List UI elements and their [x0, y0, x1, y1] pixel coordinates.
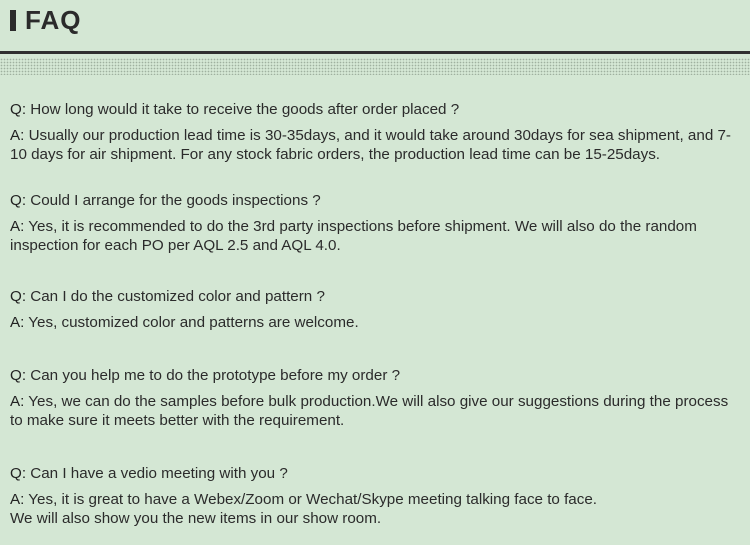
faq-item-inspections — [10, 191, 745, 255]
faq-answer — [10, 392, 745, 430]
question-text: Can I do the customized color and pattern ? — [26, 288, 325, 305]
question-prefix: Q: — [10, 367, 27, 384]
question-text: Can I have a vedio meeting with you ? — [26, 465, 288, 482]
faq-answer — [10, 313, 745, 332]
answer-prefix: A: — [10, 314, 25, 331]
faq-question — [10, 464, 745, 483]
faq-item-prototype — [10, 366, 745, 430]
faq-item-video-meeting — [10, 464, 745, 528]
question-prefix: Q: — [10, 101, 27, 118]
dotted-band — [0, 58, 750, 75]
header-divider — [0, 51, 750, 54]
answer-prefix: A: — [10, 127, 25, 144]
answer-prefix: A: — [10, 393, 25, 410]
faq-item-customization — [10, 287, 745, 332]
page-title: FAQ — [25, 5, 82, 35]
faq-answer — [10, 490, 745, 509]
answer-text: Usually our production lead time is 30-35days, and it would take around 30days for sea shipment, and 7-10 days for air shipment. For any stock fabric orders, the production lead time can be 15-25days. — [10, 127, 731, 163]
faq-answer-line2: We will also show you the new items in our show room. — [10, 510, 382, 527]
faq-question — [10, 287, 745, 306]
faq-answer — [10, 126, 745, 164]
answer-prefix: A: — [10, 491, 25, 508]
question-prefix: Q: — [10, 465, 27, 482]
faq-item-lead-time — [10, 100, 745, 164]
title-accent-bar — [10, 10, 16, 31]
answer-text: Yes, customized color and patterns are welcome. — [24, 314, 359, 331]
question-text: Can you help me to do the prototype before my order ? — [26, 367, 401, 384]
question-text: How long would it take to receive the goods after order placed ? — [26, 101, 460, 118]
question-prefix: Q: — [10, 288, 27, 305]
faq-question — [10, 366, 745, 385]
question-prefix: Q: — [10, 192, 27, 209]
answer-text: Yes, it is recommended to do the 3rd party inspections before shipment. We will also do the random inspection for each PO per AQL 2.5 and AQL 4.0. — [10, 218, 697, 254]
faq-answer — [10, 217, 745, 255]
question-text: Could I arrange for the goods inspections ? — [26, 192, 321, 209]
faq-header — [0, 0, 750, 52]
answer-text: Yes, we can do the samples before bulk production.We will also give our suggestions during the process to make sure it meets better with the requirement. — [10, 393, 729, 429]
faq-question — [10, 100, 745, 119]
answer-prefix: A: — [10, 218, 25, 235]
answer-text: Yes, it is great to have a Webex/Zoom or Wechat/Skype meeting talking face to face. — [24, 491, 598, 508]
faq-question — [10, 191, 745, 210]
